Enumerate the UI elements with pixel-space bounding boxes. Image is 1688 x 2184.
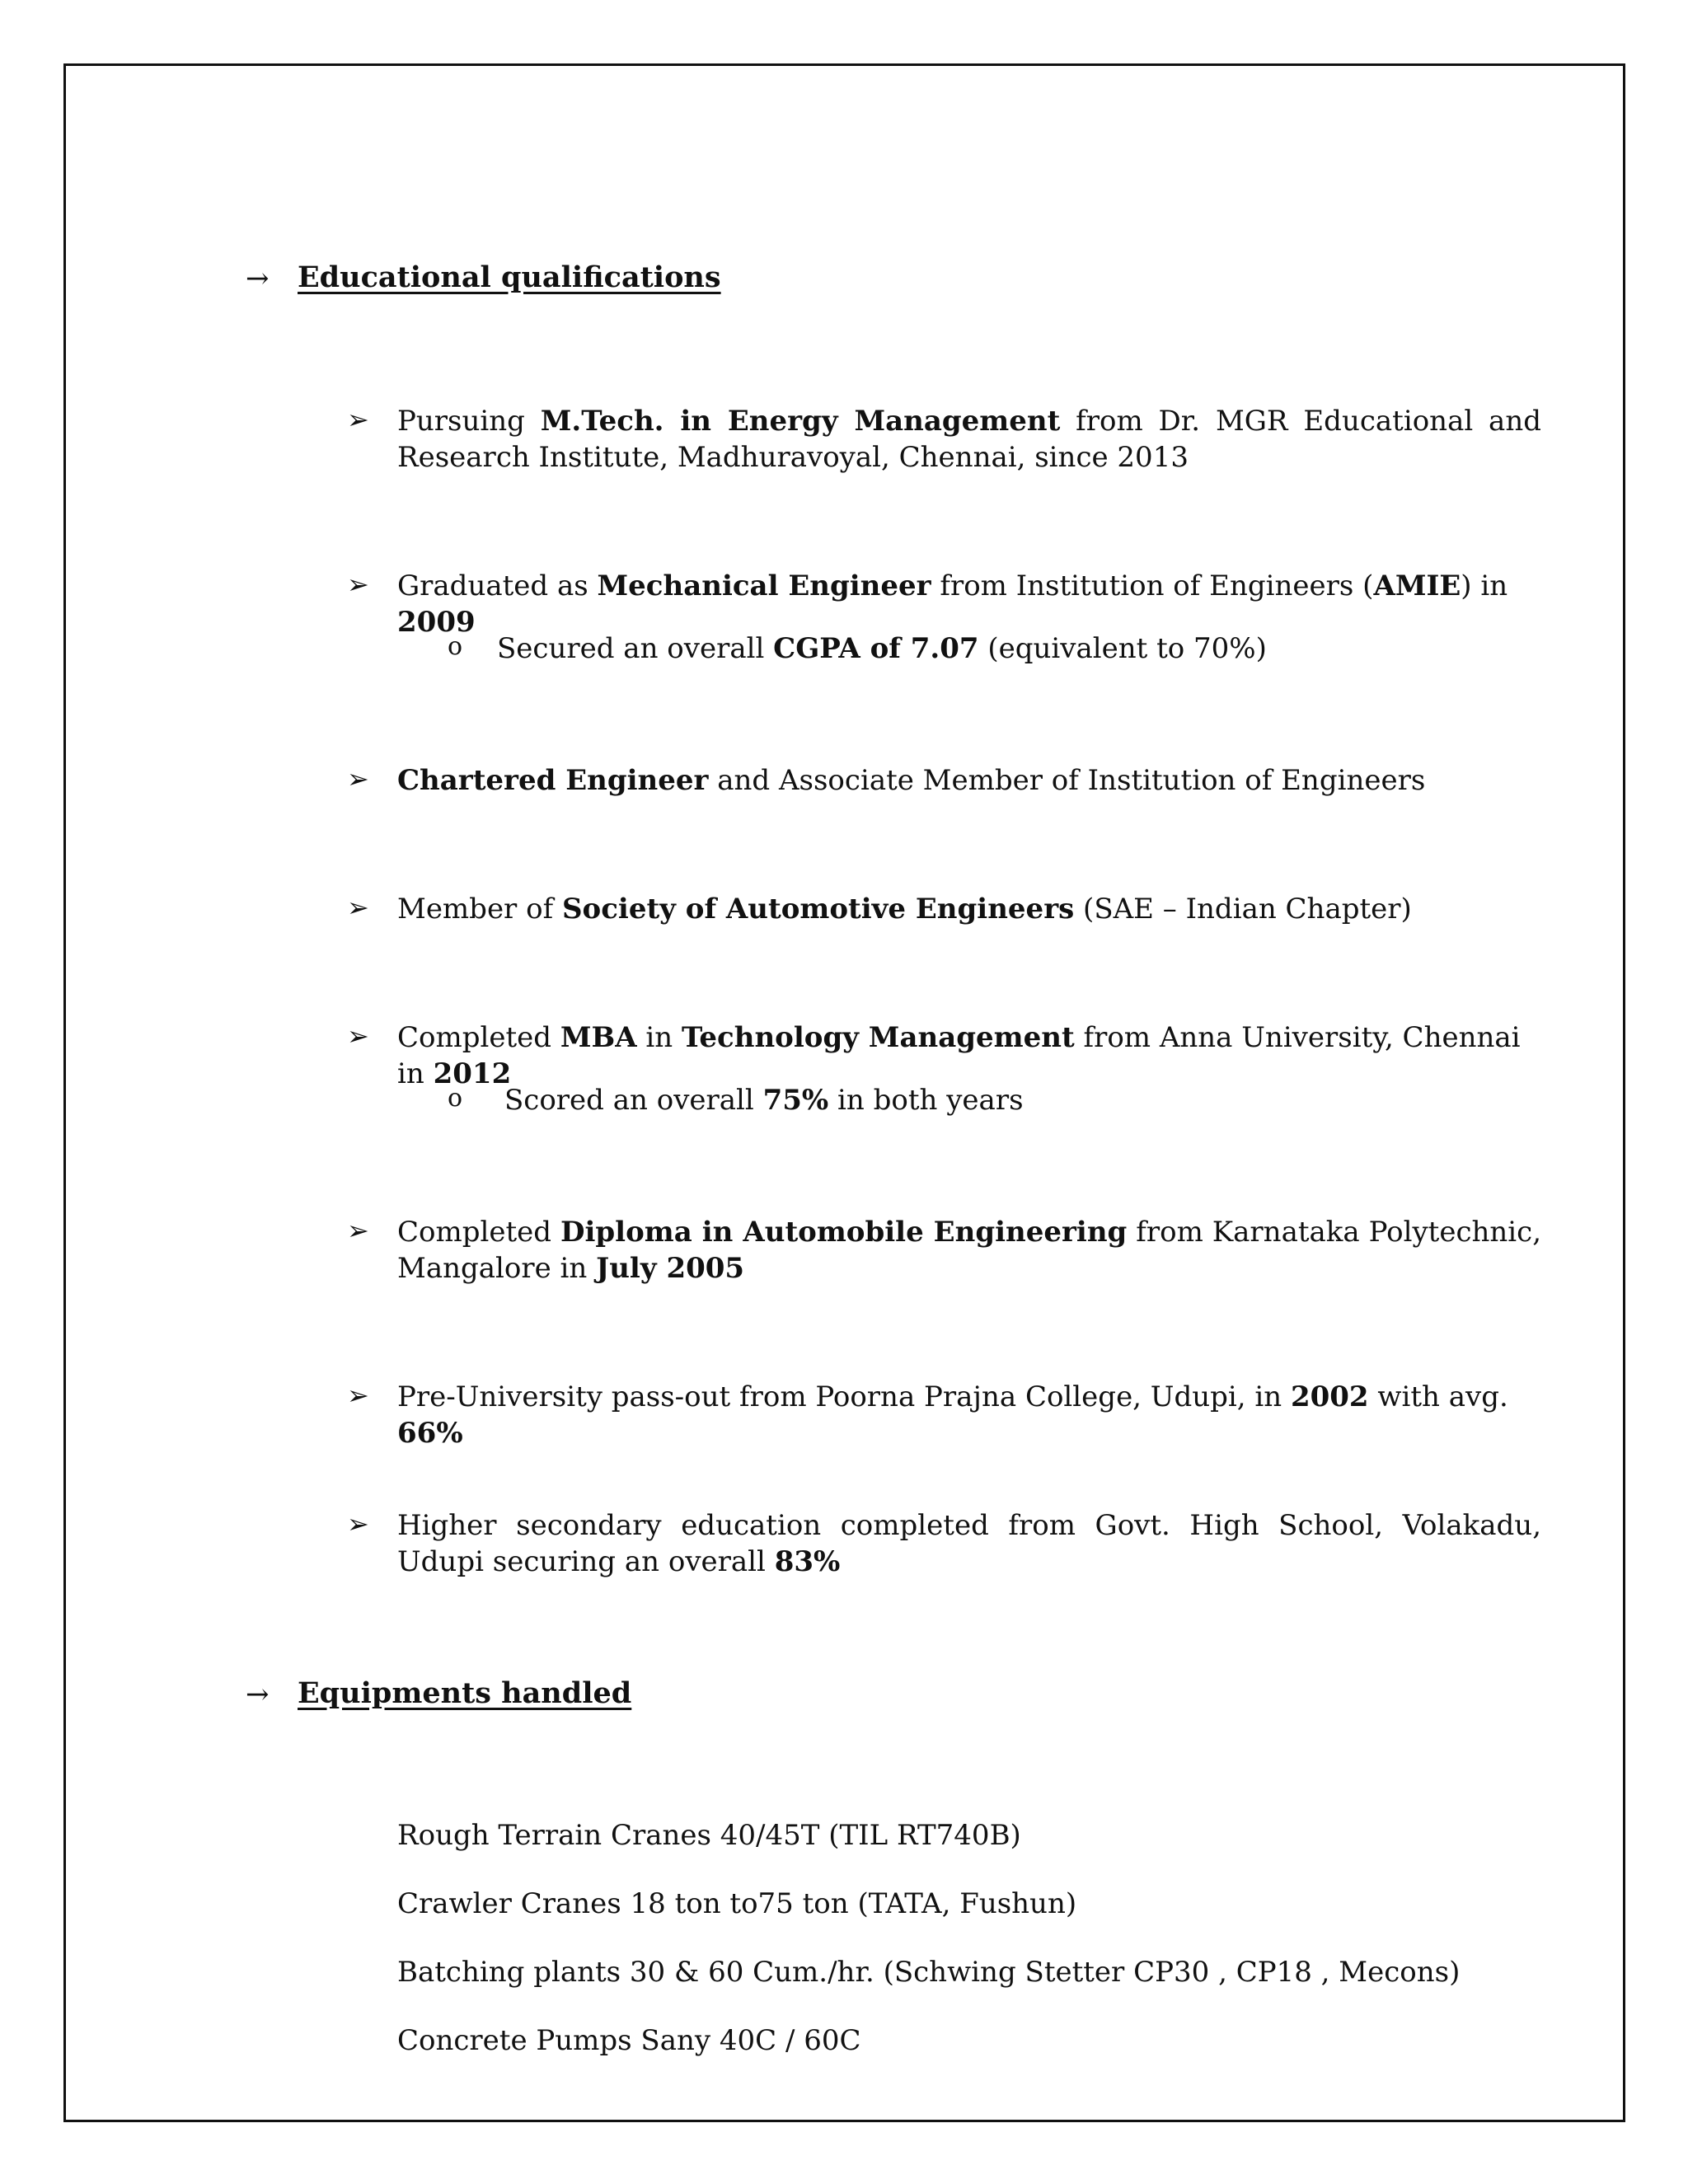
education-item-mba: Completed MBA in Technology Management from Anna University, Chennai in 2012 [397, 1021, 1521, 1090]
arrowhead-bullet-icon: ➢ [347, 1215, 369, 1246]
equipment-item: Crawler Cranes 18 ton to75 ton (TATA, Fushun) [397, 1887, 1077, 1920]
education-item-pu: Pre-University pass-out from Poorna Prajna College, Udupi, in 2002 with avg. 66% [397, 1380, 1508, 1450]
education-item-sae: Member of Society of Automotive Engineers (SAE – Indian Chapter) [397, 893, 1412, 926]
circle-bullet-icon: o [448, 632, 463, 661]
section-arrow-icon: → [246, 262, 270, 295]
education-item-diploma: Completed Diploma in Automobile Engineering from Karnataka Polytechnic, Mangalore in July 2005 [397, 1216, 1542, 1285]
arrowhead-bullet-icon: ➢ [347, 1380, 369, 1411]
arrowhead-bullet-icon: ➢ [347, 569, 369, 600]
arrowhead-bullet-icon: ➢ [347, 404, 369, 435]
education-item-mtech: Pursuing M.Tech. in Energy Management from Dr. MGR Educational and Research Institute, Madhuravoyal, Chennai, since 2013 [397, 405, 1541, 474]
education-subitem-cgpa: Secured an overall CGPA of 7.07 (equivalent to 70%) [497, 632, 1267, 665]
equipment-heading: Equipments handled [298, 1676, 632, 1710]
equipment-item: Batching plants 30 & 60 Cum./hr. (Schwing Stetter CP30 , CP18 , Mecons) [397, 1956, 1461, 1989]
education-subitem-score: Scored an overall 75% in both years [504, 1084, 1024, 1117]
arrowhead-bullet-icon: ➢ [347, 1508, 369, 1540]
arrowhead-bullet-icon: ➢ [347, 1020, 369, 1052]
arrowhead-bullet-icon: ➢ [347, 892, 369, 923]
equipment-item: Concrete Pumps Sany 40C / 60C [397, 2024, 861, 2057]
circle-bullet-icon: o [448, 1084, 463, 1113]
arrowhead-bullet-icon: ➢ [347, 763, 369, 794]
equipment-item: Rough Terrain Cranes 40/45T (TIL RT740B) [397, 1819, 1021, 1852]
education-item-secondary: Higher secondary education completed from Govt. High School, Volakadu, Udupi securing an overall 83% [397, 1509, 1541, 1578]
education-heading: Educational qualifications [298, 260, 721, 294]
section-arrow-icon: → [246, 1678, 270, 1711]
education-item-chartered: Chartered Engineer and Associate Member of Institution of Engineers [397, 764, 1426, 797]
education-item-engineer: Graduated as Mechanical Engineer from Institution of Engineers (AMIE) in 2009 [397, 569, 1508, 639]
